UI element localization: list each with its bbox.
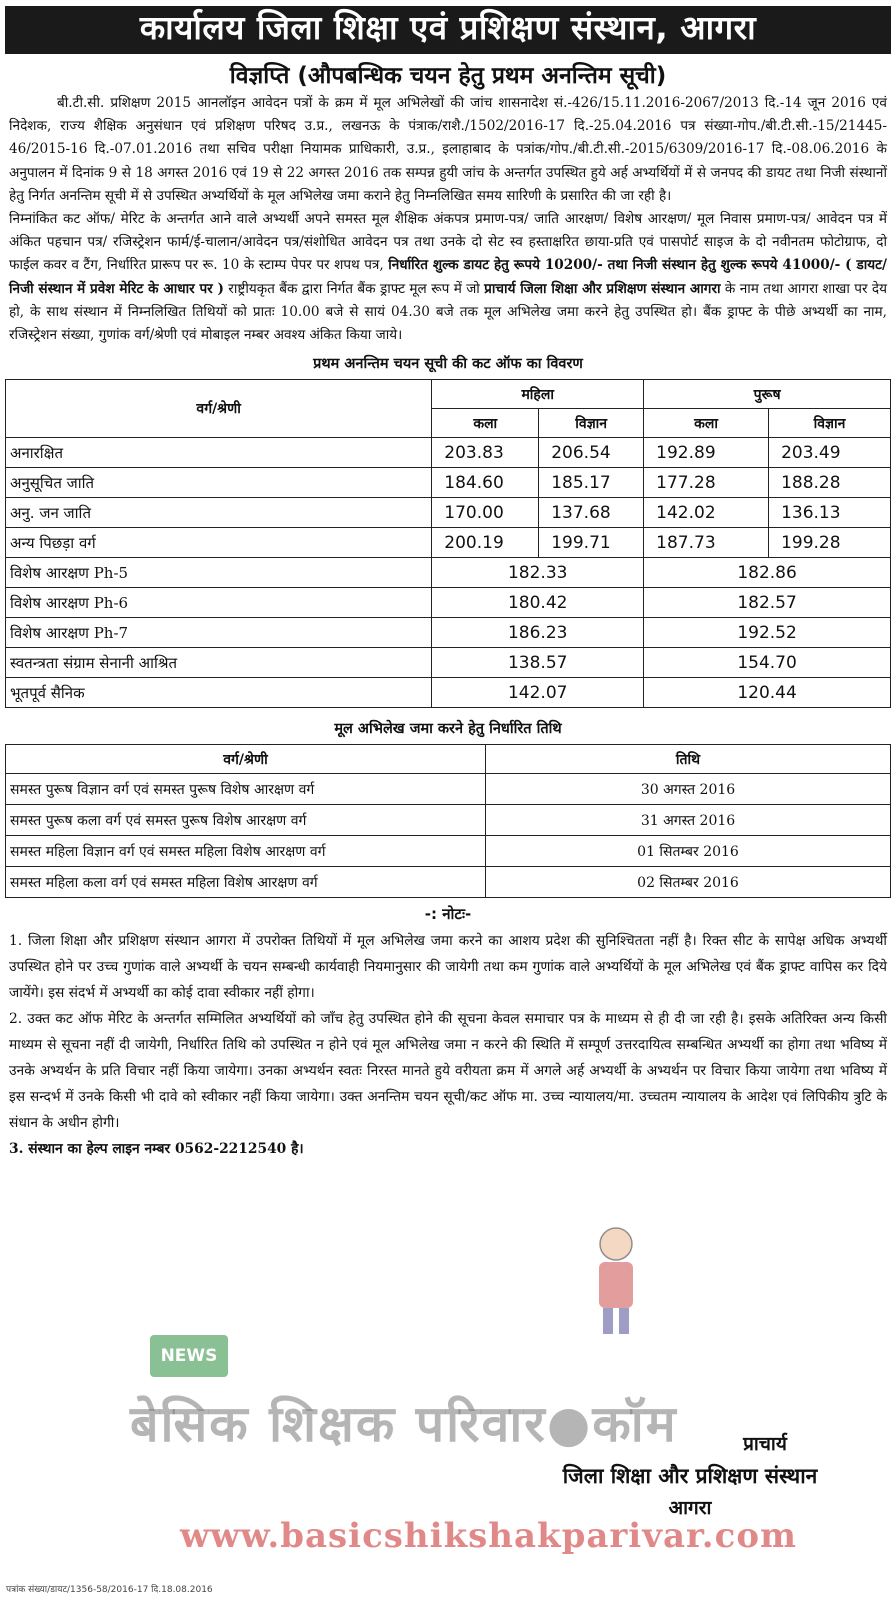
table-row <box>6 678 891 708</box>
cell-value: 177.28 <box>644 468 769 498</box>
cell-value: 120.44 <box>644 678 891 708</box>
dates-header-row <box>6 745 891 774</box>
notes-title: -: नोटः- <box>424 905 472 924</box>
note-2: 2. उक्त कट ऑफ मेरिट के अन्तर्गत सम्मिलित अभ्यर्थियों को जाँच हेतु उपस्थित होने की सूचना केवल समाचार पत्र के माध्यम से ही दी जा रही है। इसके अतिरिक्त अन्य किसी माध्यम से सूचना नहीं दी जायेगी, निर्धारित तिथि को उपस्थित न होने एवं मूल अभिलेख जमा न करने की स्थिति में सम्पूर्ण उत्तरदायित्व सम्बन्धित अभ्यर्थी का होगा तथा भविष्य में उनके अभ्यर्थन के प्रति विचार नहीं किया जायेगा। उनका अभ्यर्थन स्वतः निरस्त मानते हुये वरीयता क्रम में अगले अर्ह अभ्यर्थी के अभ्यर्थन पर विचार किया जायेगा तथा भविष्य में इस सन्दर्भ में उनके किसी भी दावे को स्वीकार नहीं किया जायेगा। उक्त अनन्तिम चयन सूची/कट ऑफ मा. उच्च न्यायालय/मा. उच्चतम न्यायालय के आदेश एवं लिपिकीय त्रुटि के संधान के अधीन होगी। <box>9 1011 887 1132</box>
cell-value: 142.07 <box>432 678 644 708</box>
cell-value: 188.28 <box>769 468 891 498</box>
row-label: अनु. जन जाति <box>6 498 432 528</box>
cutoff-title: प्रथम अनन्तिम चयन सूची की कट ऑफ का विवरण <box>313 356 583 373</box>
note-3: 3. संस्थान का हेल्प लाइन नम्बर 0562-2212540 है। <box>9 1141 304 1158</box>
fee-details: निर्धारित शुल्क डायट हेतु रूपये 10200/- तथा निजी संस्थान हेतु शुल्क रूपये 41000/- ( डायट/निजी संस्थान में प्रवेश मेरिट के आधार पर ) <box>9 257 887 297</box>
cell-value: 199.28 <box>769 528 891 558</box>
watermark-url: www.basicshikshakparivar.com <box>180 1516 797 1556</box>
table-row <box>6 618 891 648</box>
table-row <box>6 836 891 867</box>
payee-name: प्राचार्य जिला शिक्षा और प्रशिक्षण संस्थान आगरा <box>484 280 721 297</box>
col-male-science: विज्ञान <box>769 409 891 438</box>
signature-city: आगरा <box>668 1497 712 1519</box>
cell-value: 170.00 <box>432 498 539 528</box>
cell-value: 200.19 <box>432 528 539 558</box>
cell-value: 186.23 <box>432 618 644 648</box>
cell-value: 192.89 <box>644 438 769 468</box>
cell-value: 138.57 <box>432 648 644 678</box>
row-label: अनारक्षित <box>6 438 432 468</box>
table-row <box>6 774 891 805</box>
dates-title: मूल अभिलेख जमा करने हेतु निर्धारित तिथि <box>334 721 562 738</box>
row-date: 30 अगस्त 2016 <box>486 774 891 805</box>
row-label: विशेष आरक्षण Ph-7 <box>6 618 432 648</box>
row-category: समस्त महिला कला वर्ग एवं समस्त महिला विशेष आरक्षण वर्ग <box>6 867 486 898</box>
intro-paragraph-2 <box>5 208 891 347</box>
row-date: 31 अगस्त 2016 <box>486 805 891 836</box>
cell-value: 192.52 <box>644 618 891 648</box>
notice-subtitle: विज्ञप्ति (औपबन्धिक चयन हेतु प्रथम अनन्तिम सूची) <box>229 63 667 89</box>
intro-p2-text-b: राष्ट्रीयकृत बैंक द्वारा निर्गत बैंक ड्राफ्ट मूल रूप में जो <box>228 280 480 297</box>
table-row <box>6 805 891 836</box>
col-date: तिथि <box>486 745 891 774</box>
row-label: भूतपूर्व सैनिक <box>6 678 432 708</box>
table-row <box>6 588 891 618</box>
table-row <box>6 867 891 898</box>
col-male: पुरूष <box>644 380 891 409</box>
cell-value: 182.57 <box>644 588 891 618</box>
intro-p2-text-a: निम्नांकित कट ऑफ/ मेरिट के अन्तर्गत आने वाले अभ्यर्थी अपने समस्त मूल शैक्षिक अंकपत्र प्रमाण-पत्र/ जाति आरक्षण/ विशेष आरक्षण/ मूल निवास प्रमाण-पत्र/ आवेदन पत्र में अंकित पहचान पत्र/ रजिस्ट्रेशन फार्म/ई-चालान/आवेदन पत्र/संशोधित आवेदन पत्र तथा उनके दो सेट स्व हस्ताक्षरित छाया-प्रति एवं पासपोर्ट साइज के दो नवीनतम फोटोग्राफ, दो फाईल कवर व टैंग, निर्धारित प्रारूप पर रू. 10 के स्टाम्प पेपर पर शपथ पत्र, <box>9 211 887 274</box>
news-badge: NEWS <box>150 1335 228 1377</box>
signature-title: प्राचार्य <box>743 1433 787 1455</box>
cell-value: 142.02 <box>644 498 769 528</box>
table-row <box>6 498 891 528</box>
cell-value: 187.73 <box>644 528 769 558</box>
dates-table <box>5 744 891 898</box>
cell-value: 185.17 <box>539 468 644 498</box>
row-label: विशेष आरक्षण Ph-6 <box>6 588 432 618</box>
table-row <box>6 558 891 588</box>
col-category: वर्ग/श्रेणी <box>6 380 432 438</box>
intro-p2-text-c: के नाम तथा आगरा शाखा पर देय हो, के साथ संस्थान में निम्नलिखित तिथियों को प्रातः 10.00 बजे से सायं 04.30 बजे तक मूल अभिलेख जमा करने हेतु उपस्थित हो। बैंक ड्राफ्ट के पीछे अभ्यर्थी का नाम, रजिस्ट्रेशन संख्या, गुणांक वर्ग/श्रेणी एवं मोबाइल नम्बर अवश्य अंकित किया जाये। <box>9 280 888 344</box>
office-title: कार्यालय जिला शिक्षा एवं प्रशिक्षण संस्थान, आगरा <box>5 6 891 54</box>
row-category: समस्त पुरूष विज्ञान वर्ग एवं समस्त पुरूष विशेष आरक्षण वर्ग <box>6 774 486 805</box>
cell-value: 184.60 <box>432 468 539 498</box>
signature-office: जिला शिक्षा और प्रशिक्षण संस्थान <box>562 1463 818 1488</box>
cell-value: 182.86 <box>644 558 891 588</box>
cell-value: 137.68 <box>539 498 644 528</box>
cutoff-header-row <box>6 380 891 409</box>
cell-value: 182.33 <box>432 558 644 588</box>
row-category: समस्त महिला विज्ञान वर्ग एवं समस्त महिला विशेष आरक्षण वर्ग <box>6 836 486 867</box>
cell-value: 180.42 <box>432 588 644 618</box>
watermark-hindi: बेसिक शिक्षक परिवार●कॉम <box>130 1395 678 1453</box>
row-label: अन्य पिछड़ा वर्ग <box>6 528 432 558</box>
cutoff-table <box>5 379 891 708</box>
row-category: समस्त पुरूष कला वर्ग एवं समस्त पुरूष विशेष आरक्षण वर्ग <box>6 805 486 836</box>
table-row <box>6 468 891 498</box>
row-date: 02 सितम्बर 2016 <box>486 867 891 898</box>
col-female: महिला <box>432 380 644 409</box>
col-female-science: विज्ञान <box>539 409 644 438</box>
cell-value: 203.49 <box>769 438 891 468</box>
row-date: 01 सितम्बर 2016 <box>486 836 891 867</box>
note-1: 1. जिला शिक्षा और प्रशिक्षण संस्थान आगरा में उपरोक्त तिथियों में मूल अभिलेख जमा करने का आशय प्रदेश की सुनिश्चितता नहीं है। रिक्त सीट के सापेक्ष अधिक अभ्यर्थी उपस्थित होने पर उच्च गुणांक वाले अभ्यर्थी के चयन सम्बन्धी कार्यवाही नियमानुसार की जायेगी तथा कम गुणांक वाले अभ्यर्थियों के मूल अभिलेख एवं बैंक ड्राफ्ट वापिस कर दिये जायेंगे। इस संदर्भ में अभ्यर्थी का कोई दावा स्वीकार नहीं होगा। <box>9 933 887 1002</box>
signature-block <box>500 1430 880 1520</box>
row-label: स्वतन्त्रता संग्राम सेनानी आश्रित <box>6 648 432 678</box>
row-label: विशेष आरक्षण Ph-5 <box>6 558 432 588</box>
table-row <box>6 528 891 558</box>
cell-value: 199.71 <box>539 528 644 558</box>
cell-value: 203.83 <box>432 438 539 468</box>
cell-value: 136.13 <box>769 498 891 528</box>
col-female-arts: कला <box>432 409 539 438</box>
col-male-arts: कला <box>644 409 769 438</box>
cell-value: 154.70 <box>644 648 891 678</box>
table-row <box>6 648 891 678</box>
row-label: अनुसूचित जाति <box>6 468 432 498</box>
intro-paragraph-1: बी.टी.सी. प्रशिक्षण 2015 आनलॉइन आवेदन पत्रों के क्रम में मूल अभिलेखों की जांच शासनादेश सं.-426/15.11.2016-2067/2013 दि.-14 जून 2016 एवं निदेशक, राज्य शैक्षिक अनुसंधान एवं प्रशिक्षण परिषद उ.प्र., लखनऊ के पंत्राक/राशै./1502/2016-17 दि.-25.04.2016 पत्र संख्या-गोप./बी.टी.सी.-15/21445-46/2015-16 दि.-07.01.2016 तथा सचिव परीक्षा नियामक प्राधिकारी, उ.प्र., इलाहाबाद के पत्रांक/गोप./बी.टी.सी.-2015/6309/2016-17 दि.-08.06.2016 के अनुपालन में दिनांक 9 से 18 अगस्त 2016 एवं 19 से 22 अगस्त 2016 तक सम्पन्न हुयी जांच के अन्तर्गत उपस्थित हुये अर्ह अभ्यर्थियों में से जनपद की डायट तथा निजी संस्थानों हेतु निर्गत अनन्तिम सूची में से उपस्थित अभ्यर्थियों के मूल अभिलेख जमा कराने हेतु निम्नलिखित समय सारिणी के प्रसारित की जा रही है। <box>9 95 887 204</box>
col-category: वर्ग/श्रेणी <box>6 745 486 774</box>
cell-value: 206.54 <box>539 438 644 468</box>
mascot-icon <box>585 1222 647 1342</box>
footer-reference: पत्रांक संख्या/डायट/1356-58/2016-17 दि.18.08.2016 <box>6 1585 213 1595</box>
table-row <box>6 438 891 468</box>
